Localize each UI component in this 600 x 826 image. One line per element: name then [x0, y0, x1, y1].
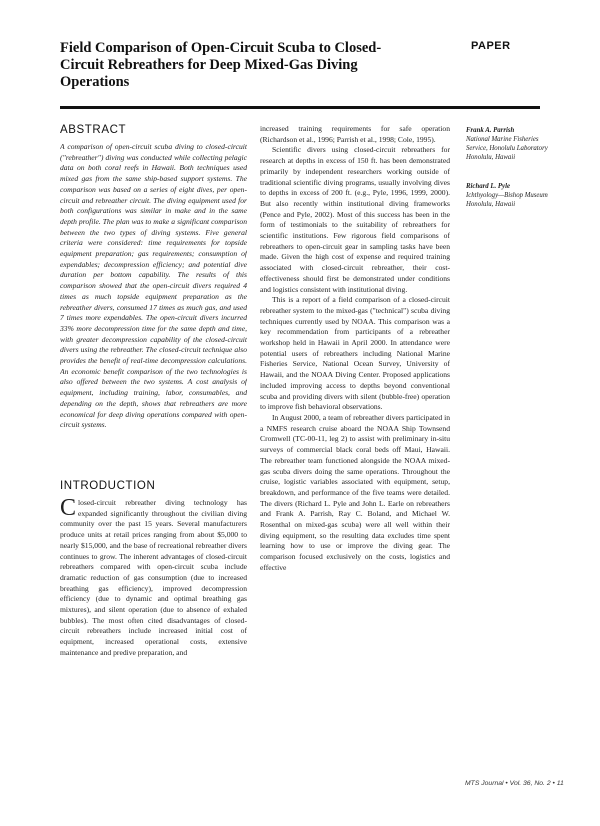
paper-title: Field Comparison of Open-Circuit Scuba to Closed-Circuit Rebreathers for Deep Mixed-Gas Diving Operations: [60, 40, 382, 90]
introduction-heading: INTRODUCTION: [60, 480, 156, 492]
title-rule: [60, 106, 540, 109]
author-name: Frank A. Parrish: [466, 127, 515, 134]
second-column: [260, 124, 450, 774]
author-location: Honolulu, Hawaii: [466, 201, 516, 208]
col2-paragraph-1: increased training requirements for safe operation (Richardson et al., 1996; Parrish et al., 1998; Cole, 1995).: [260, 124, 450, 144]
author-location: Honolulu, Hawaii: [466, 154, 516, 161]
col2-paragraph-3: This is a report of a field comparison of a closed-circuit rebreather system to the mixed-gas ("technical") scuba diving techniques currently used by NOAA. This comparison was a key recommendation from participants of a rebreather workshop held in Hawaii in April 2000. In attendance were potential users of rebreathers including National Marine Fisheries Service, National Ocean Survey, University of Hawaii, and the NOAA Diving Center. Proposed applications included improving access to depths beyond conventional scuba and providing divers with silent (bubble-free) operation to improve fish behavioral observations.: [260, 295, 450, 412]
author-affiliation-2: [466, 182, 556, 209]
author-name: Richard L. Pyle: [466, 183, 510, 190]
abstract-heading: ABSTRACT: [60, 124, 127, 136]
author-institution: National Marine Fisheries Service, Honolulu Laboratory: [466, 136, 548, 152]
paper-type-tag: PAPER: [471, 40, 511, 52]
author-affiliation-1: [466, 126, 556, 162]
abstract-text: A comparison of open-circuit scuba diving to closed-circuit ("rebreather") diving was conducted while collecting pelagic data on both coral reefs in Hawaii. Both techniques used mixed gas from the same ship-based support systems. The comparison was based on a series of eight dives, per open-circuit and rebreather circuit. The diving equipment used for both configurations was similar in make and in the same depth profile. The plan was to make a significant comparison between the two types of diving systems. Five general criteria were considered: time requirements for topside equipment preparation; gas requirements; consumption of expendables; decompression efficiency; and potential dive duration per bottom capability. The results of this comparison showed that the open-circuit divers required 4 times as much topside equipment preparation as the rebreather divers, consumed 17 times as much gas, and used 7 times more expendables. The open-circuit divers incurred 33% more decompression time for the same depth and time, with greater decompression capability of the closed-circuit divers using the rebreather. The closed-circuit technique also provides the benefit of real-time decompression calculations. An economic benefit comparison of the two technologies is also offered between the two systems. A cost analysis of equipment, including training, labor, consumables, and depending on the depth, shows that rebreathers are more economical for deep diving operations compared with open-circuit systems.: [60, 142, 247, 430]
dropcap-letter: C: [60, 498, 77, 521]
abstract-body: [60, 142, 247, 472]
col2-paragraph-4: In August 2000, a team of rebreather divers participated in a NMFS research cruise aboard the NOAA Ship Townsend Cromwell (TC-00-11, leg 2) to assist with preliminary in-situ surveys of commercial black coral beds off Maui, Hawaii. The rebreather team functioned alongside the NOAA mixed-gas scuba divers doing the same operations. Throughout the cruise, logistic variables associated with equipment, setup, breakdown, and performance of the five teams were detailed. The divers (Richard L. Pyle and John L. Earle on rebreathers and Frank A. Parrish, Ray C. Boland, and Michael W. Rosenthal on mixed-gas scuba) were all well within their diving equipment, so the resulting data excludes time spent learning how to use or improve the diving gear. The comparison focused exclusively on the costs, logistics and effective: [260, 412, 450, 572]
col2-paragraph-2: Scientific divers using closed-circuit rebreathers for research at depths in excess of 150 ft. has been demonstrated primarily by independent researchers working outside of traditional scientific diving programs, usually involving dives to depths in excess of 200 ft. (e.g., Pyle, 1996, 1999, 2000). But also recently within institutional diving frameworks (Pence and Pyle, 2002). Most of this success has been in the form of testimonials to the suitability of rebreathers for scientific institutions. Few rigorous field comparisons of rebreathers to open-circuit gear in sampling tasks have been made. Given the high cost of expense and required training associated with closed-circuit rebreather, their cost-effectiveness should first be demonstrated under conditions and logistics consistent with institutional diving.: [260, 145, 450, 294]
author-institution: Ichthyology—Bishop Museum: [466, 192, 548, 199]
journal-footer: MTS Journal • Vol. 36, No. 2 • 11: [465, 780, 564, 787]
introduction-text: losed-circuit rebreather diving technology has expanded significantly throughout the civilian diving community over the past 15 years. Several manufacturers produce units at retail prices ranging from about $5,000 to nearly $15,000, and the base of recreational rebreather divers continues to grow. The inherent advantages of closed-circuit rebreathers compared with open-circuit scuba include dramatic reduction of gas consumption (due to increased breathing gas efficiency), improved decompression efficiency (due to dynamic and optimal breathing gas mixtures), and silent operation (due to absence of exhaled bubbles). The most often cited disadvantages of closed-circuit rebreathers include increased initial cost of equipment, increased operational costs, extensive maintenance and predive preparation, and: [60, 498, 247, 657]
introduction-body: [60, 498, 247, 770]
